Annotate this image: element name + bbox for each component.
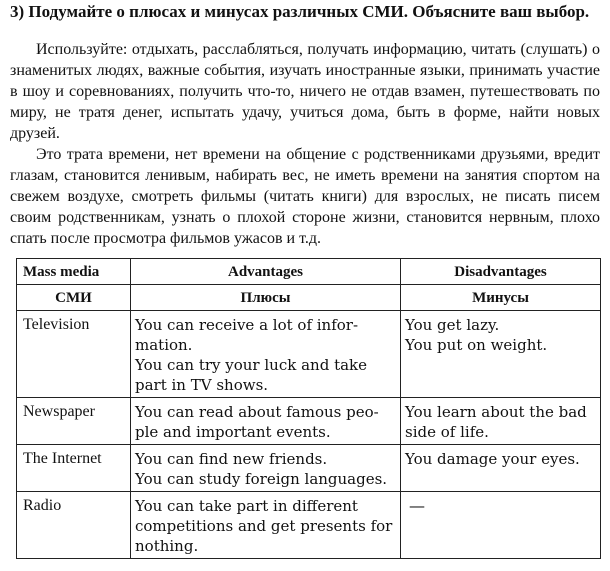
advantage-line: You can take part in different bbox=[135, 497, 358, 515]
header-smi: СМИ bbox=[17, 285, 131, 311]
media-cell: Television bbox=[17, 311, 131, 398]
table-row bbox=[17, 445, 601, 492]
header-advantages: Advantages bbox=[131, 259, 401, 285]
media-cell: Radio bbox=[17, 492, 131, 559]
disadvantages-cell bbox=[401, 445, 601, 492]
media-cell: Newspaper bbox=[17, 398, 131, 445]
disadvantage-line: You learn about the bad bbox=[405, 403, 587, 421]
advantages-cell bbox=[131, 445, 401, 492]
advantage-line: nothing. bbox=[135, 537, 199, 555]
table-row bbox=[17, 492, 601, 559]
disadvantages-cell bbox=[401, 492, 601, 559]
advantages-cell bbox=[131, 311, 401, 398]
advantage-line: You can study foreign languages. bbox=[135, 470, 388, 488]
advantage-line: You can find new friends. bbox=[135, 450, 328, 468]
use-words-paragraph: Используйте: отдыхать, расслабляться, получать информацию, читать (слушать) о знаменитых людях, важные события, изучать иностранные языки, принимать участие в шоу и соревнованиях, получить что-то, ничего не отдав взамен, путешествовать по миру, не тратя денег, испытать удачу, учиться дома, быть в форме, найти новых друзей. bbox=[10, 41, 600, 142]
no-disadvantages-dash: — bbox=[409, 496, 425, 515]
disadvantages-cell bbox=[401, 398, 601, 445]
disadvantage-line: You get lazy. bbox=[405, 316, 500, 334]
table-row bbox=[17, 311, 601, 398]
advantages-cell bbox=[131, 398, 401, 445]
media-cell: The Internet bbox=[17, 445, 131, 492]
advantage-line: mation. bbox=[135, 336, 193, 354]
table-row bbox=[17, 398, 601, 445]
header-mass-media: Mass media bbox=[17, 259, 131, 285]
advantage-line: You can try your luck and take bbox=[135, 356, 368, 374]
disadvantages-cell bbox=[401, 311, 601, 398]
task-title: 3) Подумайте о плюсах и минусах различных СМИ. Объясните ваш выбор. bbox=[10, 2, 590, 21]
disadvantage-line: side of life. bbox=[405, 423, 489, 441]
header-plusy: Плюсы bbox=[131, 285, 401, 311]
advantage-line: part in TV shows. bbox=[135, 376, 269, 394]
mass-media-table bbox=[16, 258, 601, 559]
disadvantage-line: You damage your eyes. bbox=[405, 450, 580, 468]
advantage-line: You can receive a lot of infor- bbox=[135, 316, 359, 334]
table-header-row-en bbox=[17, 259, 601, 285]
advantage-line: competitions and get presents for bbox=[135, 517, 393, 535]
disadvantage-line: You put on weight. bbox=[405, 336, 548, 354]
header-disadvantages: Disadvantages bbox=[401, 259, 601, 285]
table-header-row-ru bbox=[17, 285, 601, 311]
disadvantages-words-paragraph: Это трата времени, нет времени на общение с родственниками друзьями, вредит глазам, становится ленивым, набирать вес, не иметь времени на занятия спортом на свежем воздухе, смотреть фильмы (читать книги) для взрослых, не писать писем своим родственникам, узнать о плохой стороне жизни, становится нервным, плохо спать после просмотра фильмов ужасов и т.д. bbox=[10, 146, 600, 247]
advantages-cell bbox=[131, 492, 401, 559]
header-minusy: Минусы bbox=[401, 285, 601, 311]
advantage-line: You can read about famous peo- bbox=[135, 403, 379, 421]
advantage-line: ple and important events. bbox=[135, 423, 331, 441]
